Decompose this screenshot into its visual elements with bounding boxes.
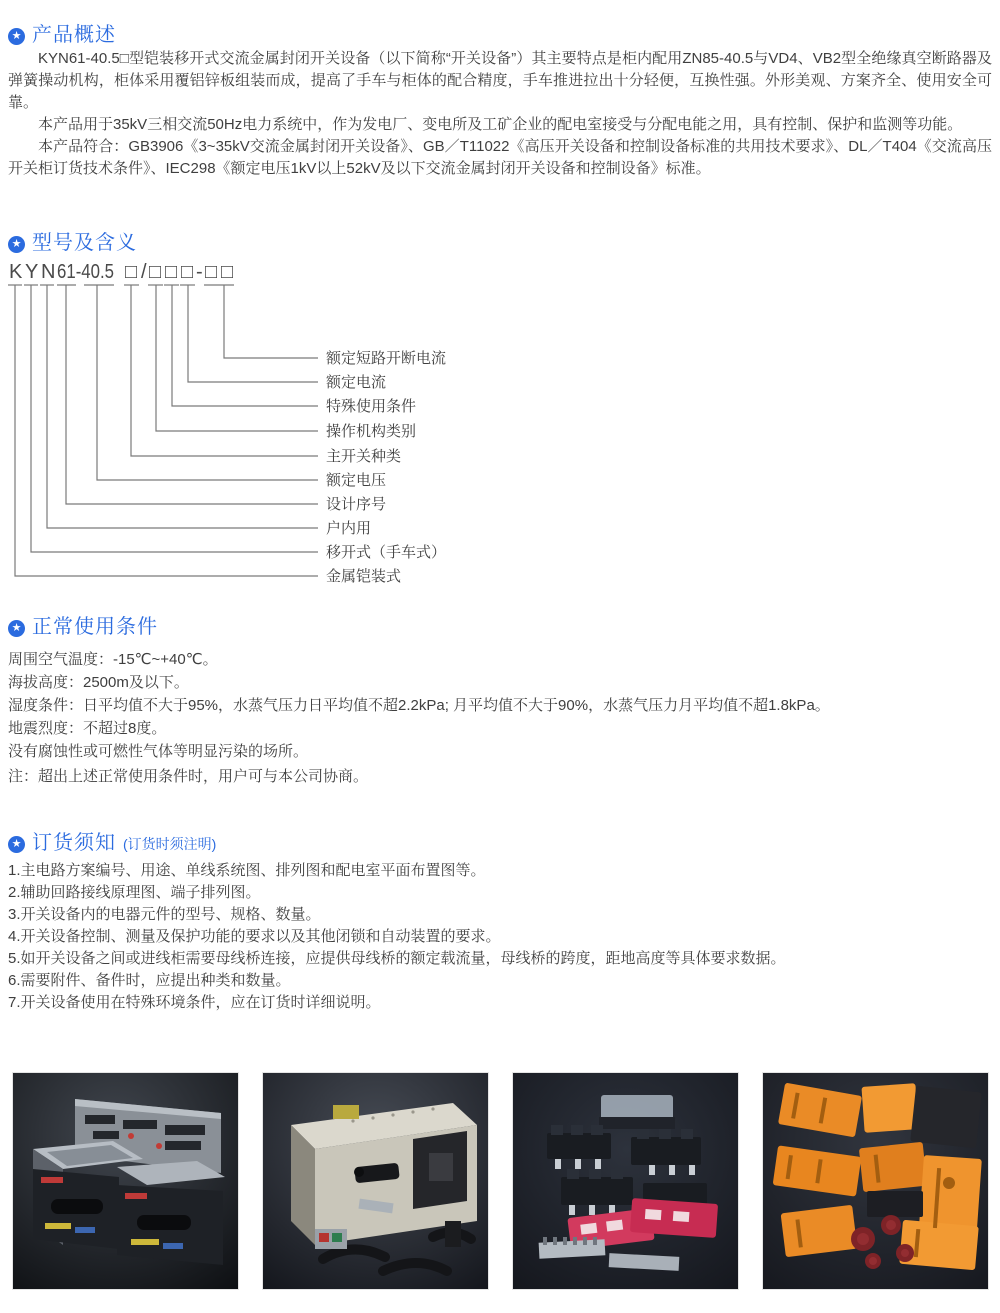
ordering-item: 6.需要附件、备件时，应提出种类和数量。	[8, 972, 291, 989]
model-legend-label: 金属铠装式	[326, 568, 402, 585]
contact-terminal-blocks-photo	[512, 1072, 739, 1290]
ordering-item: 2.辅助回路接线原理图、端子排列图。	[8, 884, 261, 901]
photo-illustration	[263, 1073, 489, 1290]
condition-item: 没有腐蚀性或可燃性气体等明显污染的场所。	[8, 743, 309, 760]
model-code-part: □	[181, 261, 194, 283]
ordering-list	[8, 860, 992, 1014]
legend-connector-line	[66, 285, 318, 504]
withdrawable-truck-units-photo	[12, 1072, 239, 1290]
model-code-part: □	[165, 261, 178, 283]
conditions-list	[8, 648, 992, 763]
insulator-components-photo	[762, 1072, 989, 1290]
model-legend-label: 设计序号	[326, 496, 387, 513]
model-legend-label: 户内用	[326, 520, 372, 537]
legend-connector-line	[31, 285, 318, 552]
product-photos-row	[12, 1072, 989, 1290]
model-code-part: □	[149, 261, 162, 283]
star-icon: ★	[8, 836, 25, 853]
overview-section-header	[8, 18, 116, 47]
model-legend-label: 额定短路开断电流	[326, 350, 447, 367]
photo-illustration	[513, 1073, 739, 1290]
model-legend-label: 额定电压	[326, 472, 387, 489]
condition-item: 周围空气温度：-15℃~+40℃。	[8, 651, 218, 668]
overview-paragraph: KYN61-40.5□型铠装移开式交流金属封闭开关设备（以下简称“开关设备”）其主要特点是柜内配用ZN85-40.5与VD4、VB2型全绝缘真空断路器及弹簧操动机构，柜体采用覆铝锌板组装而成，提高了手车与柜体的配合精度，手车推进拉出十分轻便，互换性强。外形美观、方案齐全、使用安全可靠。	[8, 50, 992, 111]
model-code-part: /	[141, 261, 147, 283]
overview-paragraph: 本产品用于35kV三相交流50Hz电力系统中，作为发电厂、变电所及工矿企业的配电室接受与分配电能之用，具有控制、保护和监测等功能。	[38, 116, 963, 133]
model-legend-label: 额定电流	[326, 374, 387, 391]
cabinet-chassis-accessories-photo	[262, 1072, 489, 1290]
conditions-section-title: 正常使用条件	[32, 616, 158, 638]
overview-paragraph: 本产品符合：GB3906《3~35kV交流金属封闭开关设备》、GB／T11022《高压开关设备和控制设备标准的共用技术要求》、DL／T404《交流高压开关柜订货技术条件》、IEC298《额定电压1kV以上52kV及以下交流金属封闭开关设备和控制设备》标准。	[8, 138, 992, 177]
model-section-title: 型号及含义	[32, 232, 137, 254]
overview-paragraphs	[8, 48, 992, 180]
model-legend-label: 主开关种类	[326, 448, 402, 465]
star-icon: ★	[8, 236, 25, 253]
condition-item: 湿度条件：日平均值不大于95%，水蒸气压力日平均值不超2.2kPa; 月平均值不大于90%，水蒸气压力月平均值不超1.8kPa。	[8, 697, 830, 714]
photo-illustration	[13, 1073, 239, 1290]
model-code-part: □	[221, 261, 234, 283]
model-legend-label: 特殊使用条件	[326, 398, 417, 415]
model-code-part: K	[9, 261, 23, 283]
model-code-part: □	[205, 261, 218, 283]
model-code-part: Y	[25, 261, 39, 283]
model-legend-label: 移开式（手车式）	[326, 544, 447, 561]
model-legend-diagram	[0, 258, 1000, 598]
star-icon: ★	[8, 28, 25, 45]
ordering-item: 5.如开关设备之间或进线柜需要母线桥连接，应提供母线桥的额定载流量，母线桥的跨度，距地高度等具体要求数据。	[8, 950, 786, 967]
model-legend-label: 操作机构类别	[326, 423, 417, 440]
ordering-section-title: 订货须知	[32, 832, 116, 854]
condition-item: 地震烈度：不超过8度。	[8, 720, 167, 737]
ordering-item: 4.开关设备控制、测量及保护功能的要求以及其他闭锁和自动装置的要求。	[8, 928, 501, 945]
ordering-section-subtitle: (订货时须注明)	[123, 836, 217, 852]
overview-section-title: 产品概述	[32, 24, 116, 46]
star-icon: ★	[8, 620, 25, 637]
model-code-part: 61-40.5	[57, 261, 114, 283]
ordering-item: 1.主电路方案编号、用途、单线系统图、排列图和配电室平面布置图等。	[8, 862, 486, 879]
condition-item: 海拔高度：2500m及以下。	[8, 674, 189, 691]
conditions-note: 注：超出上述正常使用条件时，用户可与本公司协商。	[8, 768, 369, 785]
model-code-part: □	[125, 261, 138, 283]
conditions-section-header	[8, 610, 158, 639]
legend-connector-line	[188, 285, 318, 382]
ordering-item: 7.开关设备使用在特殊环境条件，应在订货时详细说明。	[8, 994, 381, 1011]
photo-illustration	[763, 1073, 989, 1290]
model-code-part: -	[196, 261, 203, 283]
legend-connector-line	[224, 285, 318, 358]
model-code-part: N	[41, 261, 56, 283]
ordering-item: 3.开关设备内的电器元件的型号、规格、数量。	[8, 906, 321, 923]
ordering-section-header	[8, 826, 216, 855]
model-section-header	[8, 226, 137, 255]
legend-connector-line	[172, 285, 318, 406]
